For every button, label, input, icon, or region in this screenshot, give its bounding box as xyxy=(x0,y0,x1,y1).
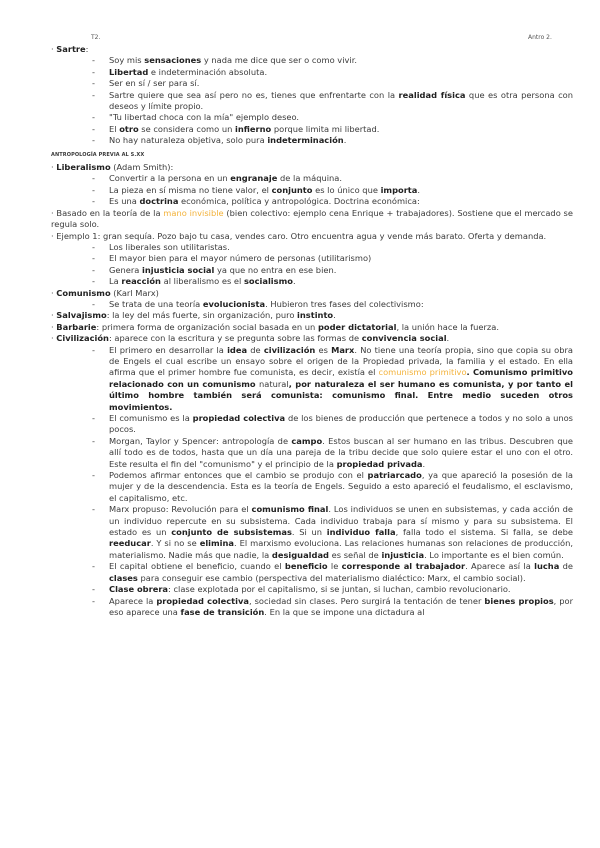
list-item: - El primero en desarrollar la idea de civilización es Marx. No tiene una teoría propia, sino que copia su obra de Engels el cual escribe un ensayo sobre el origen de la Propiedad privada, la familia y el estado. En ella afirma que el primer hombre fue comunista, es decir, existía el comunismo primitivo. Comunismo primitivo relacionado con un comunismo natural, por naturaleza el ser humano es comunista, y por tanto el último hombre también será comunista: comunismo final. Entre medio suceden otros movimientos. xyxy=(51,345,573,413)
list-item: - Los liberales son utilitaristas. xyxy=(51,242,573,253)
list-item: - Sartre quiere que sea así pero no es, tienes que enfrentarte con la realidad física que es otra persona con deseos y límite propio. xyxy=(51,90,573,113)
header-left: T2. xyxy=(91,34,101,41)
sartre-list xyxy=(51,55,573,146)
list-item: - Morgan, Taylor y Spencer: antropología de campo. Estos buscan al ser humano en las tribus. Descubren que allí todo es de todos, hasta que un día una pareja de la tribu decide que solo quiere estar el uno con el otro. Este resulta el fin del "comunismo" y el principio de la propiedad privada. xyxy=(51,436,573,470)
section-title: ANTROPOLOGÍA PREVIA AL S.XX xyxy=(51,151,145,158)
list-item: - Marx propuso: Revolución para el comunismo final. Los individuos se unen en subsistemas, y cada acción de un individuo repercute en su subsistema. Cada individuo trabaja para sí mismo y para su subsistema. El estado es un conjunto de subsistemas. Si un individuo falla, falla todo el sistema. Si falla, se debe reeducar. Y si no se elimina. El marxismo evoluciona. Las relaciones humanas son relaciones de producción, materialismo. Nadie más que nadie, la desigualdad es señal de injusticia. Lo importante es el bien común. xyxy=(51,504,573,561)
civilizacion-line: · Civilización: aparece con la escritura y se pregunta sobre las formas de convivencia social. xyxy=(51,333,573,344)
list-item: - Soy mis sensaciones y nada me dice que ser o como vivir. xyxy=(51,55,573,66)
list-item: - Podemos afirmar entonces que el cambio se produjo con el patriarcado, ya que apareció la posesión de la mujer y de la descendencia. Esta es la teoría de Engels. Seguido a esto apareció el feudalismo, el esclavismo, el capitalismo, etc. xyxy=(51,470,573,504)
liberales-list xyxy=(51,242,573,288)
list-item: - Clase obrera: clase explotada por el capitalismo, si se juntan, si luchan, cambio revolucionario. xyxy=(51,584,573,595)
comunismo-heading: · Comunismo (Karl Marx) xyxy=(51,288,573,299)
list-item: - La reacción al liberalismo es el socialismo. xyxy=(51,276,573,287)
list-item: - El capital obtiene el beneficio, cuando el beneficio le corresponde al trabajador. Aparece así la lucha de clases para conseguir ese cambio (perspectiva del materialismo dialéctico: Marx, el cambio social). xyxy=(51,561,573,584)
list-item: - Se trata de una teoría evolucionista. Hubieron tres fases del colectivismo: xyxy=(51,299,573,310)
list-item: - Ser en sí / ser para sí. xyxy=(51,78,573,89)
liberalismo-heading: · Liberalismo (Adam Smith): xyxy=(51,162,573,173)
list-item: - No hay naturaleza objetiva, solo pura indeterminación. xyxy=(51,135,573,146)
list-item: - "Tu libertad choca con la mía" ejemplo deseo. xyxy=(51,112,573,123)
liberalismo-list xyxy=(51,173,573,207)
ejemplo-paragraph: · Ejemplo 1: gran sequía. Pozo bajo tu casa, vendes caro. Otro encuentra agua y vende más barato. Oferta y demanda. xyxy=(51,231,573,242)
civilizacion-list xyxy=(51,345,573,619)
list-item: - El otro se considera como un infierno porque limita mi libertad. xyxy=(51,124,573,135)
document-body xyxy=(51,44,573,618)
list-item: - La pieza en sí misma no tiene valor, el conjunto es lo único que importa. xyxy=(51,185,573,196)
list-item: - Libertad e indeterminación absoluta. xyxy=(51,67,573,78)
list-item: - Genera injusticia social ya que no entra en ese bien. xyxy=(51,265,573,276)
mano-invisible-paragraph: · Basado en la teoría de la mano invisible (bien colectivo: ejemplo cena Enrique + trabajadores). Sostiene que el mercado se regula solo. xyxy=(51,208,573,231)
salvajismo-line: · Salvajismo: la ley del más fuerte, sin organización, puro instinto. xyxy=(51,310,573,321)
list-item: - El mayor bien para el mayor número de personas (utilitarismo) xyxy=(51,253,573,264)
list-item: - Es una doctrina económica, política y antropológica. Doctrina económica: xyxy=(51,196,573,207)
list-item: - Convertir a la persona en un engranaje de la máquina. xyxy=(51,173,573,184)
barbarie-line: · Barbarie: primera forma de organización social basada en un poder dictatorial, la unión hace la fuerza. xyxy=(51,322,573,333)
list-item: - Aparece la propiedad colectiva, sociedad sin clases. Pero surgirá la tentación de tener bienes propios, por eso aparece una fase de transición. En la que se impone una dictadura al xyxy=(51,596,573,619)
header-right: Antro 2. xyxy=(528,34,552,41)
sartre-heading: · Sartre: xyxy=(51,44,573,55)
list-item: - El comunismo es la propiedad colectiva de los bienes de producción que pertenece a todos y no solo a unos pocos. xyxy=(51,413,573,436)
comunismo-list xyxy=(51,299,573,310)
